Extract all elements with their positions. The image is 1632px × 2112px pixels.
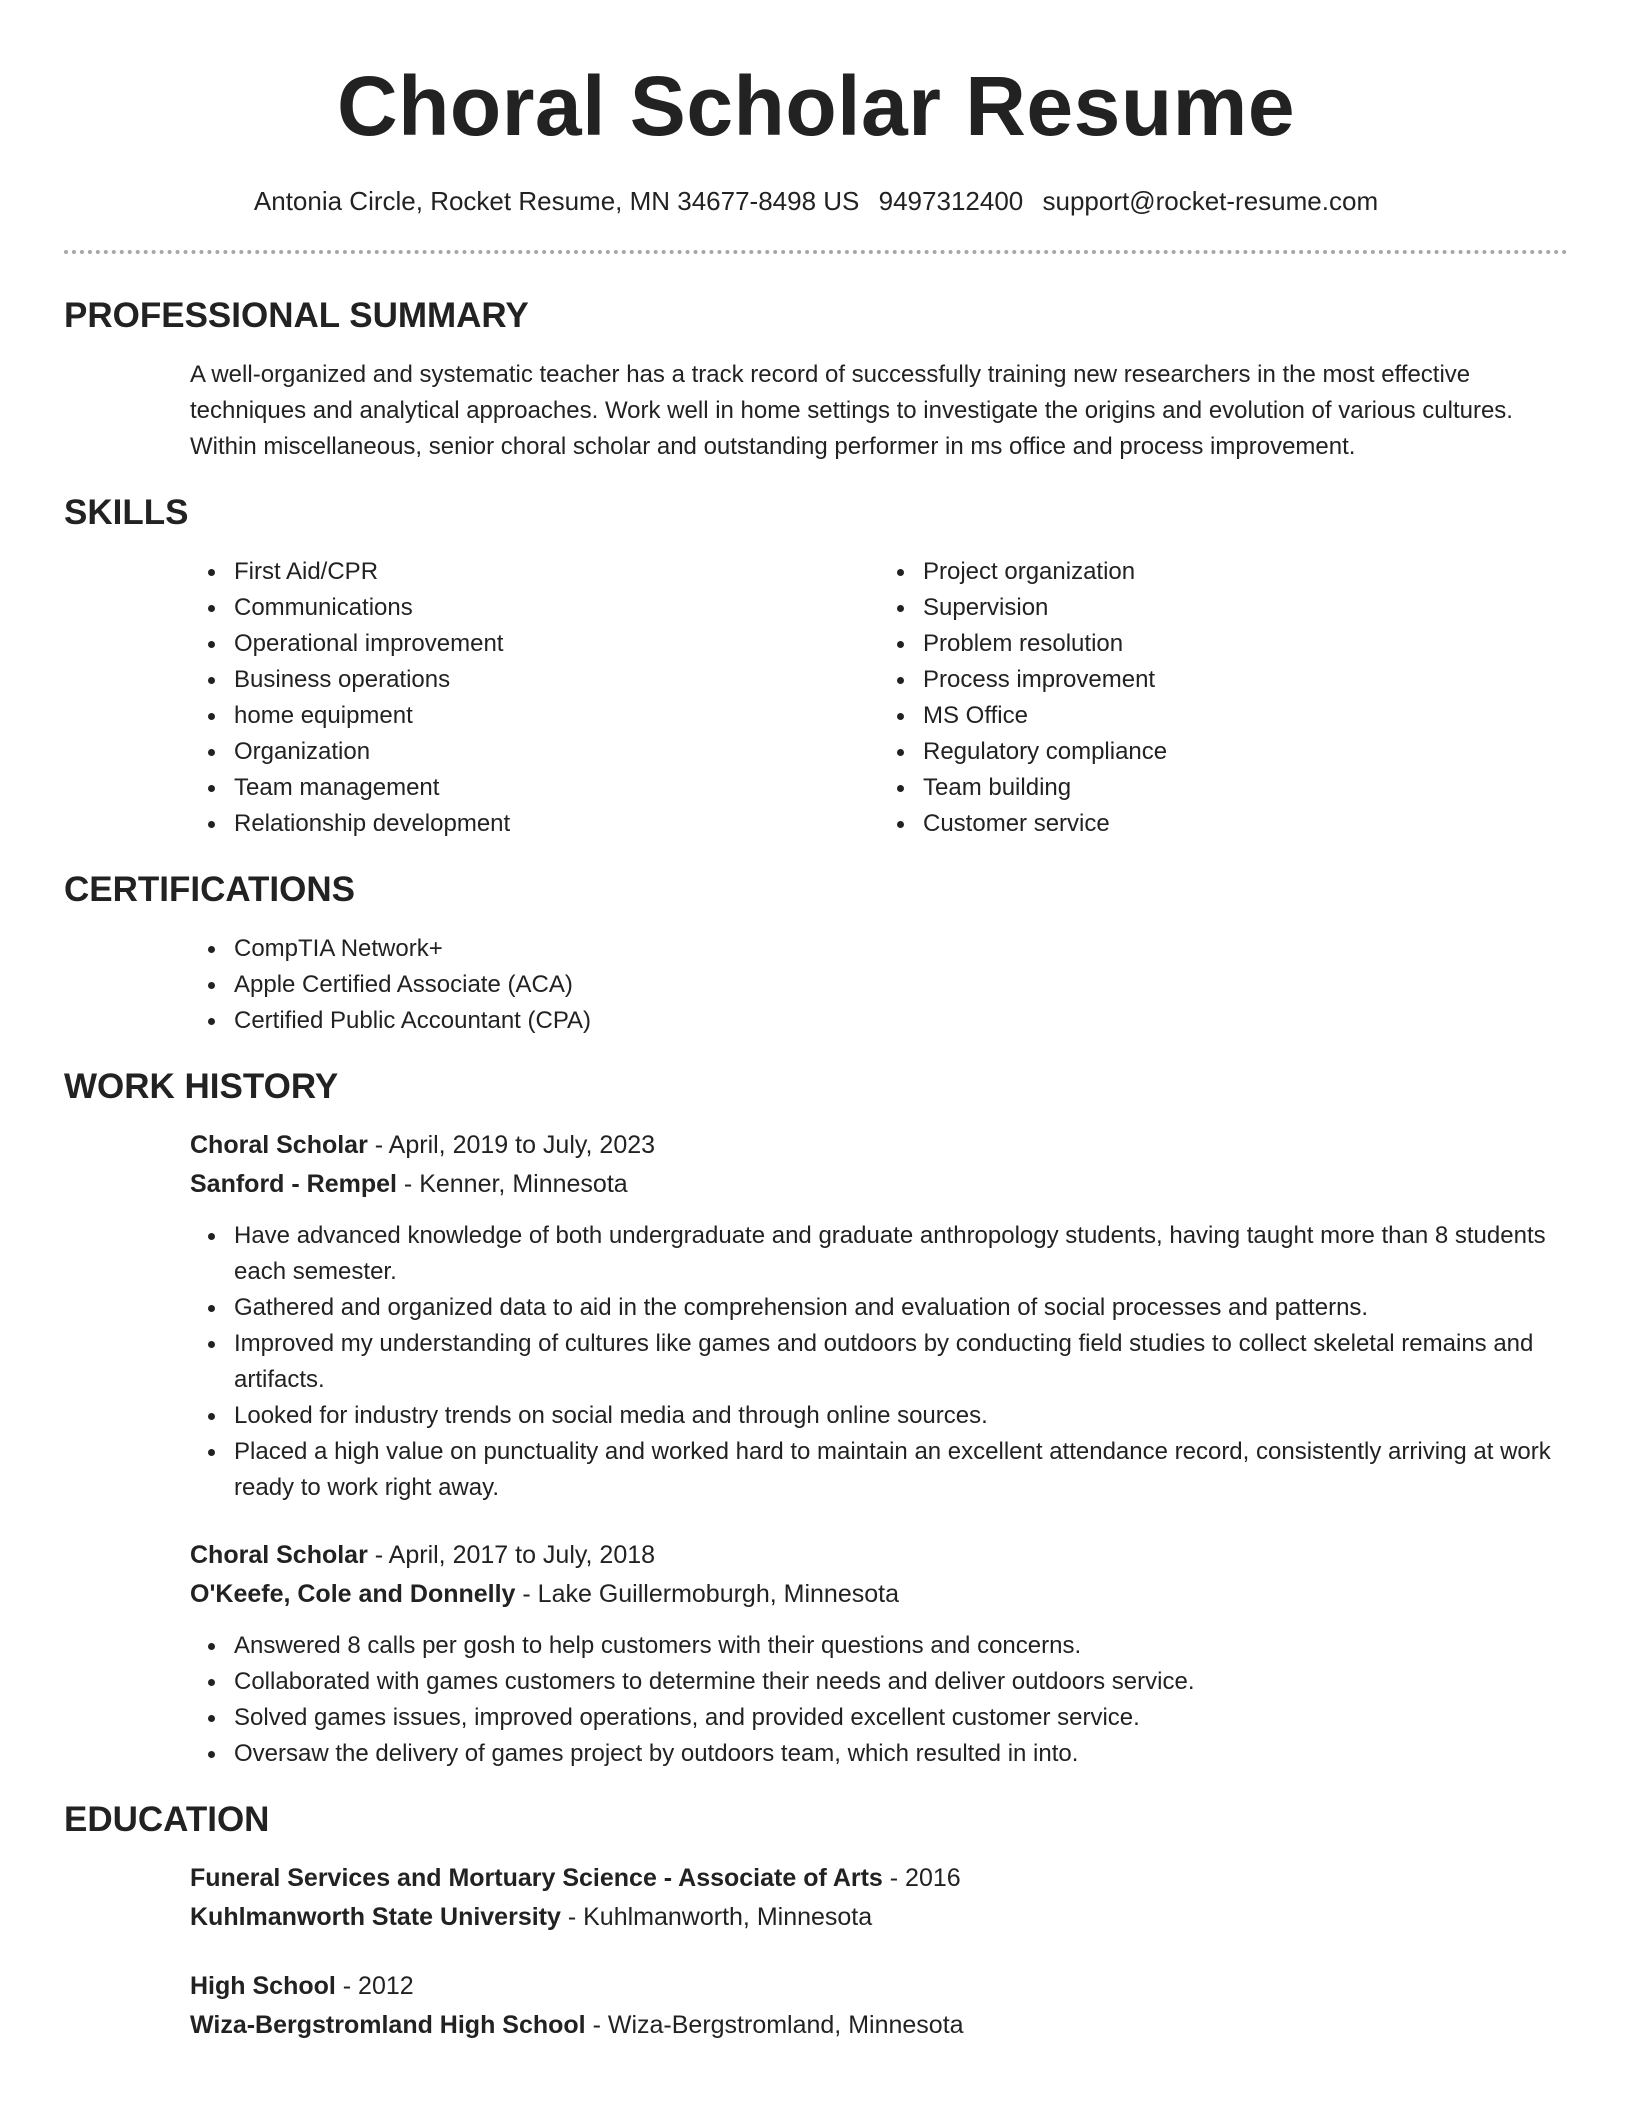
certification-item: CompTIA Network+	[234, 931, 1568, 967]
summary-section	[64, 357, 1568, 465]
skills-grid	[64, 554, 1568, 842]
skill-item: Business operations	[234, 662, 879, 698]
job-bullet: Gathered and organized data to aid in the comprehension and evaluation of social processes and patterns.	[234, 1290, 1568, 1326]
certifications-heading: CERTIFICATIONS	[64, 870, 356, 909]
education-entry	[64, 1967, 1568, 2045]
job-bullet: Oversaw the delivery of games project by outdoors team, which resulted in into.	[234, 1736, 1568, 1772]
skill-item: Problem resolution	[923, 626, 1568, 662]
job-location: - Kenner, Minnesota	[396, 1170, 628, 1198]
education-degree-line	[190, 1859, 1568, 1898]
work-history-heading: WORK HISTORY	[64, 1067, 339, 1106]
education-school-line	[190, 1898, 1568, 1937]
skill-item: Team building	[923, 770, 1568, 806]
education-year: - 2012	[335, 1972, 414, 2000]
skill-item: Customer service	[923, 806, 1568, 842]
certification-item: Apple Certified Associate (ACA)	[234, 967, 1568, 1003]
certifications-section	[64, 931, 1568, 1039]
skill-item: Regulatory compliance	[923, 734, 1568, 770]
education-degree-line	[190, 1967, 1568, 2006]
skills-heading: SKILLS	[64, 493, 189, 532]
job-role: Choral Scholar	[190, 1131, 368, 1159]
skill-item: Operational improvement	[234, 626, 879, 662]
job-title-line	[190, 1536, 1568, 1575]
skills-list-right	[879, 554, 1568, 842]
job-bullet: Improved my understanding of cultures like games and outdoors by conducting field studies to collect skeletal remains and artifacts.	[234, 1326, 1568, 1398]
education-year: - 2016	[882, 1864, 961, 1892]
job-bullet: Answered 8 calls per gosh to help customers with their questions and concerns.	[234, 1628, 1568, 1664]
education-location: - Kuhlmanworth, Minnesota	[560, 1903, 873, 1931]
skill-item: Communications	[234, 590, 879, 626]
job-bullet: Solved games issues, improved operations, and provided excellent customer service.	[234, 1700, 1568, 1736]
skill-item: Organization	[234, 734, 879, 770]
contact-line	[64, 184, 1568, 218]
skill-item: Process improvement	[923, 662, 1568, 698]
resume-title: Choral Scholar Resume	[336, 59, 1296, 153]
skill-item: MS Office	[923, 698, 1568, 734]
education-heading: EDUCATION	[64, 1800, 270, 1839]
job-company-line	[190, 1575, 1568, 1614]
job-entry	[64, 1536, 1568, 1772]
job-bullet: Have advanced knowledge of both undergraduate and graduate anthropology students, having taught more than 8 students each semester.	[234, 1218, 1568, 1290]
job-company: Sanford - Rempel	[190, 1170, 397, 1198]
contact-address: Antonia Circle, Rocket Resume, MN 34677-8498 US	[253, 186, 860, 216]
education-degree: Funeral Services and Mortuary Science - Associate of Arts	[190, 1864, 883, 1892]
job-bullets	[190, 1628, 1568, 1772]
education-school: Wiza-Bergstromland High School	[190, 2011, 586, 2039]
education-degree: High School	[190, 1972, 336, 2000]
education-entry	[64, 1859, 1568, 1937]
certification-item: Certified Public Accountant (CPA)	[234, 1003, 1568, 1039]
job-dates: - April, 2019 to July, 2023	[367, 1131, 656, 1159]
summary-text: A well-organized and systematic teacher has a track record of successfully training new researchers in the most effective techniques and analytical approaches. Work well in home settings to investigate the origins and evolution of various cultures. Within miscellaneous, senior choral scholar and outstanding performer in ms office and process improvement.	[190, 361, 1513, 460]
skill-item: Relationship development	[234, 806, 879, 842]
job-bullet: Collaborated with games customers to determine their needs and deliver outdoors service.	[234, 1664, 1568, 1700]
education-location: - Wiza-Bergstromland, Minnesota	[585, 2011, 964, 2039]
certifications-list	[190, 931, 1568, 1039]
job-bullet: Looked for industry trends on social media and through online sources.	[234, 1398, 1568, 1434]
job-dates: - April, 2017 to July, 2018	[367, 1541, 656, 1569]
skill-item: Supervision	[923, 590, 1568, 626]
contact-email: support@rocket-resume.com	[1042, 186, 1379, 216]
job-entry	[64, 1126, 1568, 1506]
education-school-line	[190, 2006, 1568, 2045]
summary-heading: PROFESSIONAL SUMMARY	[64, 296, 529, 335]
header-divider	[64, 250, 1568, 254]
job-company: O'Keefe, Cole and Donnelly	[190, 1580, 516, 1608]
job-bullet: Placed a high value on punctuality and worked hard to maintain an excellent attendance record, consistently arriving at work ready to work right away.	[234, 1434, 1568, 1506]
skills-list-left	[190, 554, 879, 842]
job-company-line	[190, 1165, 1568, 1204]
job-location: - Lake Guillermoburgh, Minnesota	[515, 1580, 899, 1608]
skill-item: Project organization	[923, 554, 1568, 590]
education-school: Kuhlmanworth State University	[190, 1903, 561, 1931]
skill-item: Team management	[234, 770, 879, 806]
job-bullets	[190, 1218, 1568, 1506]
skill-item: First Aid/CPR	[234, 554, 879, 590]
contact-phone: 9497312400	[878, 186, 1024, 216]
skill-item: home equipment	[234, 698, 879, 734]
job-title-line	[190, 1126, 1568, 1165]
job-role: Choral Scholar	[190, 1541, 368, 1569]
